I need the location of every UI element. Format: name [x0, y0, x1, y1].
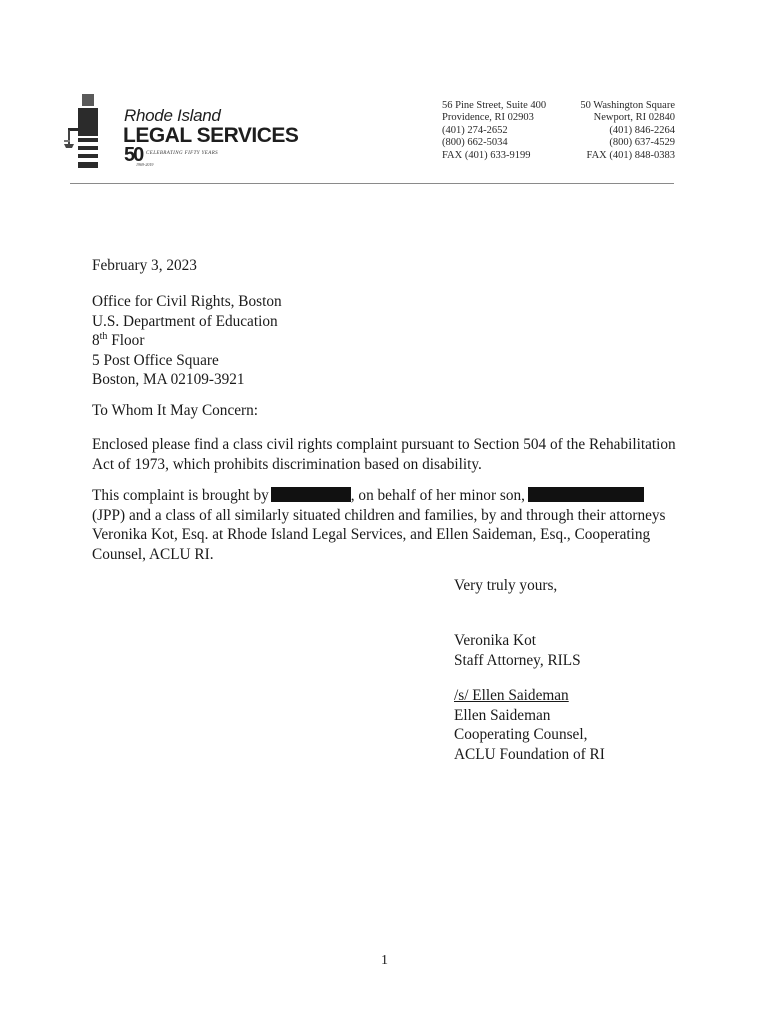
signer-name: Veronika Kot: [454, 632, 536, 649]
complimentary-close: Very truly yours,: [454, 577, 558, 594]
paragraph-enclosure: [92, 435, 676, 474]
office-phone-tollfree: (800) 637-4529: [609, 137, 675, 149]
floor-number: 8: [92, 332, 100, 350]
recipient-line: Boston, MA 02109-3921: [92, 371, 245, 389]
floor-word: Floor: [107, 332, 145, 350]
office-street: 56 Pine Street, Suite 400: [442, 100, 547, 111]
paragraph-text: , on behalf of her minor son,: [350, 487, 525, 504]
anniversary-tagline: CELEBRATING FIFTY YEARS: [146, 151, 219, 156]
office-city: Newport, RI 02840: [593, 112, 675, 124]
floor-ordinal-suffix: th: [99, 331, 108, 343]
signer-title: Staff Attorney, RILS: [454, 651, 581, 669]
paragraph-line: Veronika Kot, Esq. at Rhode Island Legal Services, and Ellen Saideman, Esq., Cooperating: [92, 526, 651, 544]
anniversary-number: 50: [124, 144, 143, 166]
paragraph-line: Act of 1973, which prohibits discrimination based on disability.: [92, 455, 482, 473]
letterhead-divider: [70, 183, 674, 184]
organization-logo: [64, 94, 314, 174]
redaction-bar: [271, 487, 351, 502]
recipient-line: U.S. Department of Education: [92, 312, 278, 330]
office-phone: (401) 274-2652: [442, 124, 508, 136]
justice-figure-icon: [64, 94, 116, 170]
signer-organization: ACLU Foundation of RI: [454, 745, 605, 763]
paragraph-line: (JPP) and a class of all similarly situated children and families, by and through their attorneys: [92, 506, 666, 524]
recipient-line: 5 Post Office Square: [92, 351, 219, 369]
redaction-bar: [528, 487, 644, 502]
paragraph-line: Enclosed please find a class civil rights complaint pursuant to Section 504 of the Rehabilitation: [92, 436, 676, 453]
office-phone: (401) 846-2264: [609, 124, 675, 136]
office-fax: FAX (401) 848-0383: [586, 149, 675, 161]
recipient-line: Office for Civil Rights, Boston: [92, 293, 282, 310]
page-number: 1: [381, 953, 388, 968]
anniversary-years: 1969-2019: [136, 162, 154, 167]
org-name-line1: Rhode Island: [124, 106, 221, 125]
signer-name: Ellen Saideman: [454, 706, 551, 724]
electronic-signature: /s/ Ellen Saideman: [454, 687, 569, 704]
signature-block-saideman: [454, 686, 605, 764]
signature-block-kot: [454, 631, 581, 670]
paragraph-line: [92, 486, 666, 506]
office-street: 50 Washington Square: [580, 100, 675, 111]
salutation: To Whom It May Concern:: [92, 402, 259, 419]
signer-title: Cooperating Counsel,: [454, 726, 588, 744]
recipient-floor: [92, 331, 282, 351]
paragraph-complainant: [92, 486, 666, 564]
recipient-address: [92, 292, 282, 390]
office-phone-tollfree: (800) 662-5034: [442, 137, 508, 149]
office-city: Providence, RI 02903: [442, 112, 534, 124]
paragraph-line: Counsel, ACLU RI.: [92, 545, 214, 563]
letter-date: February 3, 2023: [92, 257, 197, 274]
office-fax: FAX (401) 633-9199: [442, 149, 531, 161]
office-address-newport: [580, 100, 675, 162]
paragraph-text: This complaint is brought by: [92, 487, 269, 504]
org-name-line2: LEGAL SERVICES: [123, 124, 299, 147]
office-address-providence: [442, 100, 546, 162]
